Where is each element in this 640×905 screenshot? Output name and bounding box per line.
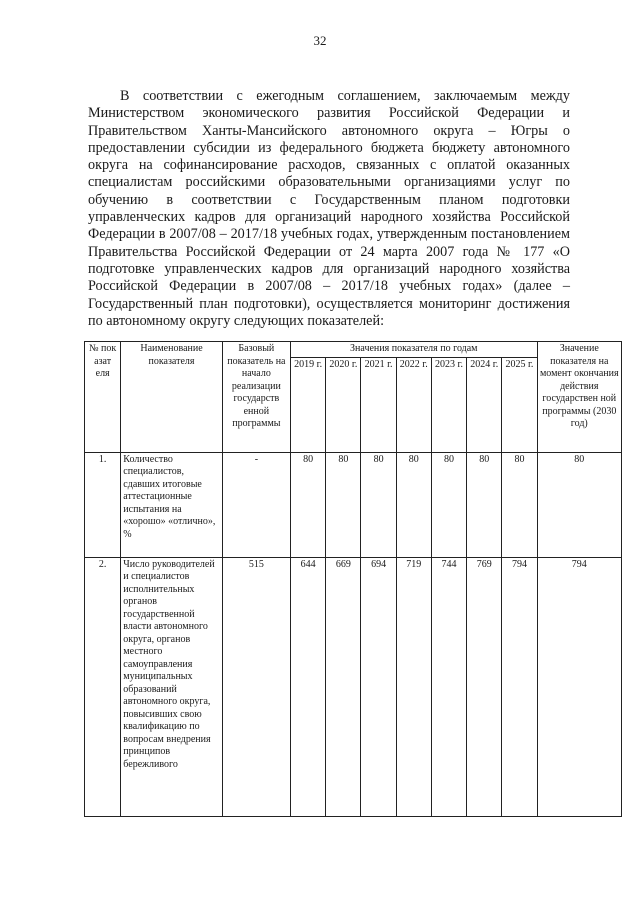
row-value: 644 [291, 557, 326, 816]
row-value: 744 [431, 557, 466, 816]
header-year: 2024 г. [467, 357, 502, 452]
row-value: 80 [396, 452, 431, 557]
row-final: 80 [537, 452, 621, 557]
header-year: 2021 г. [361, 357, 396, 452]
header-name: Наименование показателя [121, 342, 222, 453]
row-num: 1. [85, 452, 121, 557]
row-value: 80 [431, 452, 466, 557]
page-number: 32 [313, 33, 327, 48]
row-value: 80 [361, 452, 396, 557]
header-year: 2025 г. [502, 357, 537, 452]
row-name: Количество специалистов, сдавших итоговые аттестационные испытания на «хорошо» «отлично», % [121, 452, 222, 557]
header-year: 2023 г. [431, 357, 466, 452]
row-base: 515 [222, 557, 290, 816]
row-value: 694 [361, 557, 396, 816]
header-year: 2019 г. [291, 357, 326, 452]
row-num: 2. [85, 557, 121, 816]
row-final: 794 [537, 557, 621, 816]
row-value: 769 [467, 557, 502, 816]
header-final: Значение показателя на момент окончания действия государствен ной программы (2030 год) [537, 342, 621, 453]
intro-paragraph: В соответствии с ежегодным соглашением, заключаемым между Министерством экономического развития Российской Федерации и Правительством Ханты-Мансийского автономного округа – Югры о предоставлении субсидии из федерального бюджета бюджету автономного округа на софинансирование расходов, связанных с оплатой оказанных специалистам российскими образовательными организациями услуг по обучению в соответствии с Государственным планом подготовки управленческих кадров для организаций народного хозяйства Российской Федерации в 2007/08 – 2017/18 учебных годах, утвержденным постановлением Правительства Российской Федерации от 24 марта 2007 года № 177 «О подготовке управленческих кадров для организаций народного хозяйства Российской Федерации в 2007/08 – 2017/18 учебных годах» (далее – Государственный план подготовки), осуществляется мониторинг достижения по автономному округу следующих показателей: [88, 88, 570, 329]
table-row [85, 452, 622, 557]
row-value: 80 [467, 452, 502, 557]
row-value: 80 [291, 452, 326, 557]
table-row [85, 557, 622, 816]
row-value: 669 [326, 557, 361, 816]
header-year: 2022 г. [396, 357, 431, 452]
header-year: 2020 г. [326, 357, 361, 452]
row-value: 80 [502, 452, 537, 557]
row-base: - [222, 452, 290, 557]
header-base: Базовый показатель на начало реализации государств енной программы [222, 342, 290, 453]
header-num: № пок азат еля [85, 342, 121, 453]
row-value: 794 [502, 557, 537, 816]
row-name: Число руководителей и специалистов исполнительных органов государственной власти автономного округа, органов местного самоуправления муниципальных образований автономного округа, повысивших свою квалификацию по вопросам внедрения принципов бережливого [121, 557, 222, 816]
header-years-group: Значения показателя по годам [291, 342, 538, 358]
row-value: 719 [396, 557, 431, 816]
table-header-row [85, 342, 622, 358]
row-value: 80 [326, 452, 361, 557]
indicators-table [84, 341, 622, 817]
